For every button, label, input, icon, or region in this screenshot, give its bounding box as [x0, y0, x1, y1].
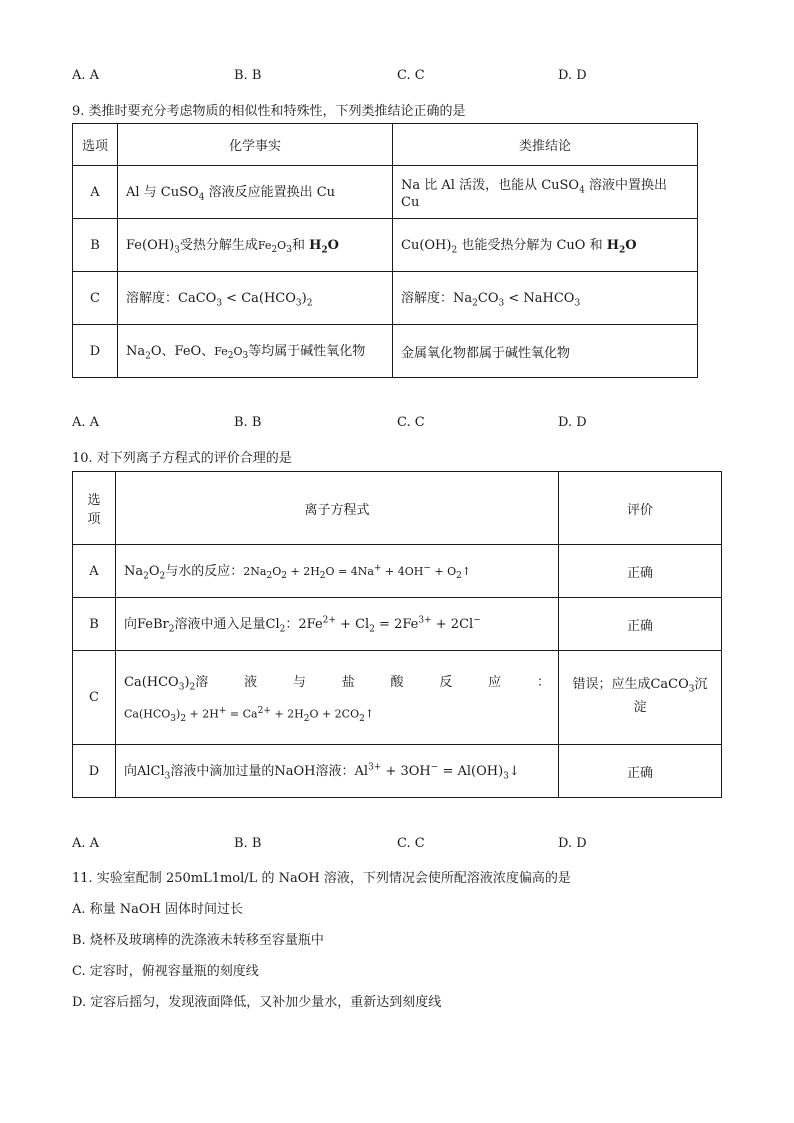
header-fact: 化学事实: [118, 124, 393, 166]
row-fact: $Na_2O$、FeO、$Fe_2O_3$等均属于碱性氧化物: [118, 325, 393, 378]
q10-table: [72, 471, 722, 798]
row-option: B: [73, 219, 118, 272]
row-evaluation: 正确: [559, 598, 722, 651]
option-d: D. D: [558, 836, 587, 851]
options-row-q9: [72, 415, 632, 433]
q11-choice-a: A. 称量 NaOH 固体时间过长: [72, 902, 244, 917]
table-header-row: [73, 472, 722, 545]
option-a: A. A: [72, 836, 100, 851]
header-equation: 离子方程式: [116, 472, 559, 545]
option-b: B. B: [234, 836, 262, 851]
row-equation: $Ca(HCO_3)_2$溶 液 与 盐 酸 反 应 ： $Ca(HCO_3)_2 + 2H^+ = Ca^{2+} + 2H_2O$ + $2CO_2↑$: [116, 651, 559, 745]
table-row: [73, 219, 698, 272]
row-option: C: [73, 272, 118, 325]
row-conclusion: 溶解度：$Na_2CO_3$ < NaHCO$_3$: [393, 272, 698, 325]
row-conclusion: Na 比 Al 活泼，也能从 CuSO$_4$ 溶液中置换出 Cu: [393, 166, 698, 219]
options-row-q8: [72, 68, 632, 86]
q9-table: [72, 123, 698, 378]
q11-choice-d: D. 定容后摇匀，发现液面降低，又补加少量水，重新达到刻度线: [72, 995, 442, 1010]
row-option: C: [73, 651, 116, 745]
row-evaluation: 正确: [559, 745, 722, 798]
header-evaluation: 评价: [559, 472, 722, 545]
q11-choice-b: B. 烧杯及玻璃棒的洗涤液未转移至容量瓶中: [72, 933, 324, 948]
row-fact: Al 与 CuSO$_4$ 溶液反应能置换出 Cu: [118, 166, 393, 219]
row-option: D: [73, 745, 116, 798]
row-evaluation: 错误；应生成CaCO$_3$沉 淀: [559, 651, 722, 745]
table-row: [73, 166, 698, 219]
row-option: B: [73, 598, 116, 651]
table-header-row: [73, 124, 698, 166]
option-a: A. A: [72, 68, 100, 83]
options-row-q10: [72, 836, 632, 854]
table-row: [73, 745, 722, 798]
row-equation: 向FeBr$_2$溶液中通入足量$Cl_2$：$2Fe^{2+} + Cl_2 = 2Fe^{3+} + 2Cl^-$: [116, 598, 559, 651]
table-row: [73, 651, 722, 745]
option-c: C. C: [397, 836, 425, 851]
table-row: [73, 325, 698, 378]
option-b: B. B: [234, 415, 262, 430]
row-conclusion: 金属氧化物都属于碱性氧化物: [393, 325, 698, 378]
table-row: [73, 545, 722, 598]
q11-stem: 11. 实验室配制 250mL1mol/L 的 NaOH 溶液，下列情况会使所配溶液浓度偏高的是: [72, 871, 571, 886]
header-conclusion: 类推结论: [393, 124, 698, 166]
row-option: A: [73, 545, 116, 598]
q10-stem: 10. 对下列离子方程式的评价合理的是: [72, 451, 292, 466]
row-equation: $Na_2O_2$与水的反应：$2Na_2O_2 + 2H_2O = 4Na^+ + 4OH^-$ + $O_2↑$: [116, 545, 559, 598]
row-option: D: [73, 325, 118, 378]
table-row: [73, 598, 722, 651]
option-b: B. B: [234, 68, 262, 83]
table-row: [73, 272, 698, 325]
option-c: C. C: [397, 415, 425, 430]
row-fact: $Fe(OH)_3$受热分解生成$Fe_2O_3$和 $H_2O$: [118, 219, 393, 272]
header-option: 选 项: [73, 472, 116, 545]
row-option: A: [73, 166, 118, 219]
row-evaluation: 正确: [559, 545, 722, 598]
option-d: D. D: [558, 415, 587, 430]
option-a: A. A: [72, 415, 100, 430]
q11-choice-c: C. 定容时，俯视容量瓶的刻度线: [72, 964, 259, 979]
header-option: 选项: [73, 124, 118, 166]
row-conclusion: $Cu(OH)_2$ 也能受热分解为 CuO 和 $H_2O$: [393, 219, 698, 272]
q9-stem: 9. 类推时要充分考虑物质的相似性和特殊性，下列类推结论正确的是: [72, 104, 466, 119]
row-equation: 向AlCl$_3$溶液中滴加过量的NaOH溶液：$Al^{3+} + 3OH^-$ = $Al(OH)_3↓$: [116, 745, 559, 798]
option-c: C. C: [397, 68, 425, 83]
row-fact: 溶解度：CaCO$_3$ < $Ca(HCO_3)_2$: [118, 272, 393, 325]
option-d: D. D: [558, 68, 587, 83]
